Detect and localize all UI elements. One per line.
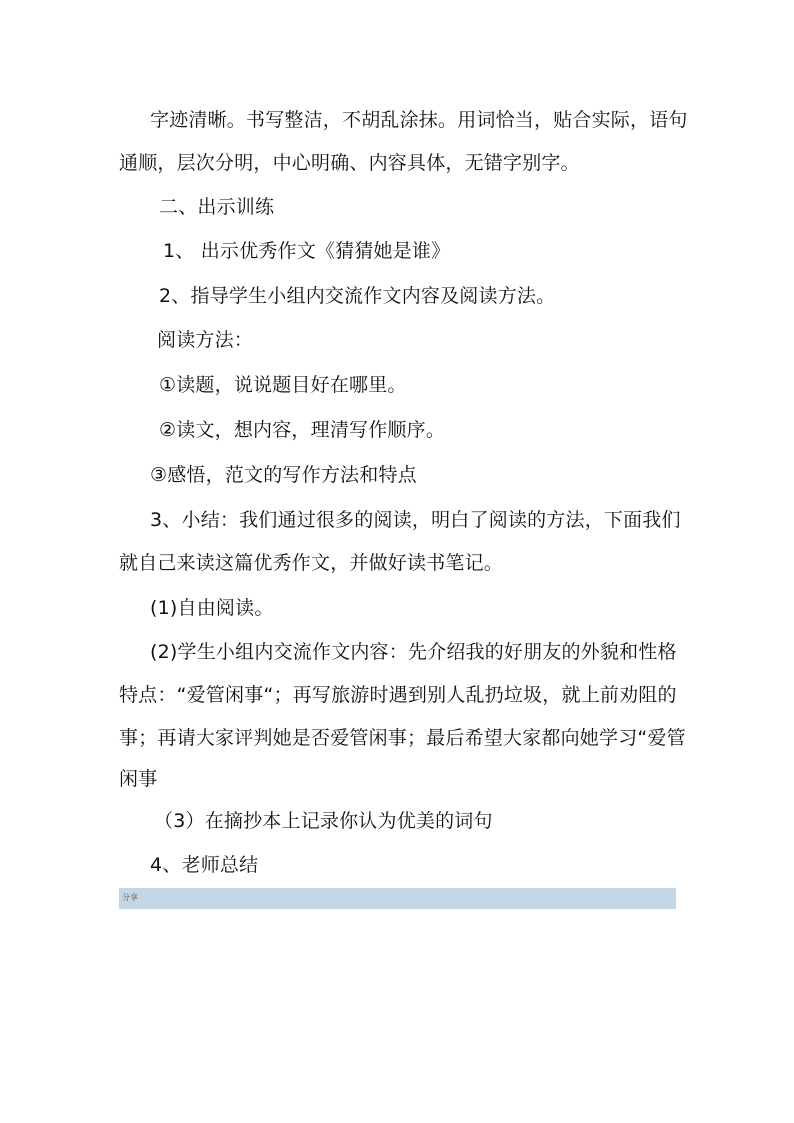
paragraph-line: 特点：“爱管闲事“；再写旅游时遇到别人乱扔垃圾，就上前劝阻的 (119, 684, 677, 706)
list-item: 4、老师总结 (150, 854, 259, 876)
paragraph-line: 通顺，层次分明，中心明确、内容具体，无错字别字。 (119, 152, 580, 174)
paragraph-line: 阅读方法： (157, 329, 254, 351)
list-item: 1、 出示优秀作文《猜猜她是谁》 (163, 240, 451, 262)
list-item: (2)学生小组内交流作文内容：先介绍我的好朋友的外貌和性格 (150, 641, 677, 663)
paragraph-line: 3、小结：我们通过很多的阅读，明白了阅读的方法，下面我们 (150, 509, 681, 531)
list-item: ②读文，想内容，理清写作顺序。 (159, 419, 446, 441)
list-item: 2、指导学生小组内交流作文内容及阅读方法。 (159, 285, 556, 307)
list-item: （3）在摘抄本上记录你认为优美的词句 (154, 810, 493, 832)
list-item: ③感悟，范文的写作方法和特点 (150, 464, 417, 486)
list-item: ①读题，说说题目好在哪里。 (159, 374, 407, 396)
footer-label: 分享 (122, 893, 138, 902)
paragraph-line: 字迹清晰。书写整洁，不胡乱涂抹。用词恰当，贴合实际，语句 (150, 109, 688, 131)
section-heading: 二、出示训练 (159, 196, 275, 218)
list-item: (1)自由阅读。 (150, 597, 274, 619)
paragraph-line: 就自己来读这篇优秀作文，并做好读书笔记。 (119, 552, 504, 574)
paragraph-line: 闲事 (119, 768, 158, 790)
footer-bar (119, 888, 676, 909)
paragraph-line: 事；再请大家评判她是否爱管闲事；最后希望大家都向她学习“爱管 (119, 727, 686, 749)
